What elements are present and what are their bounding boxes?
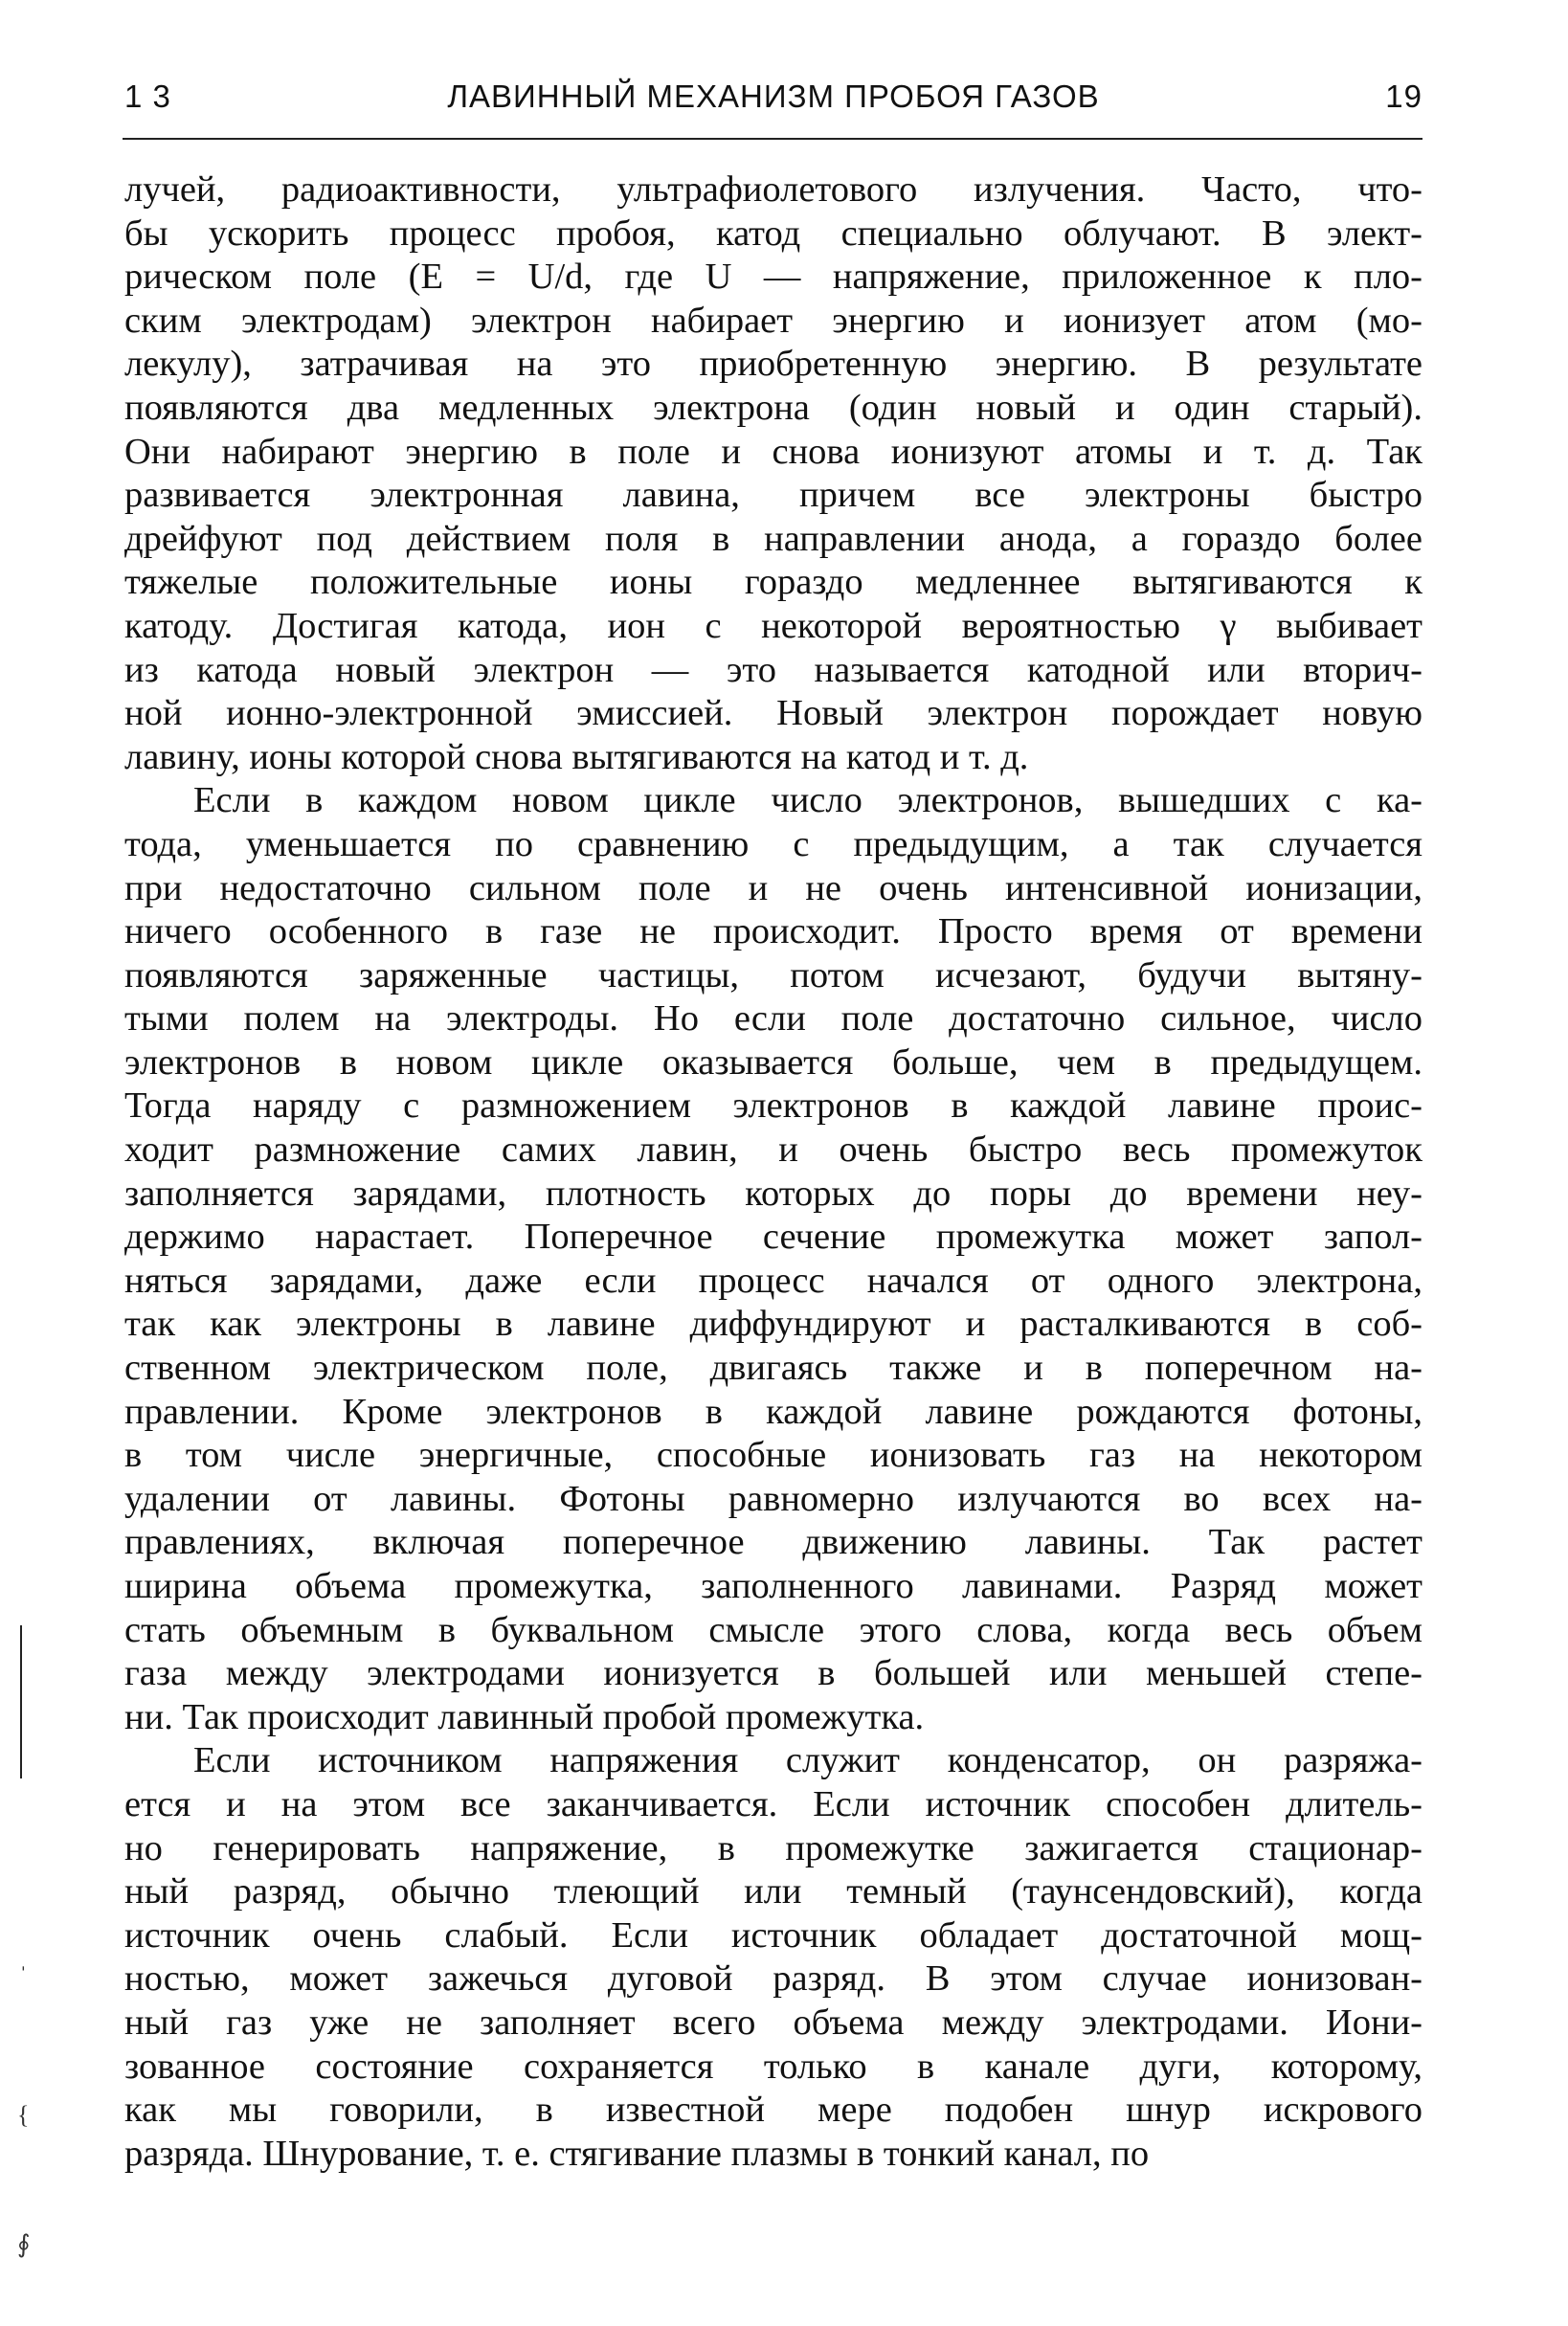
text-line: ственном электрическом поле, двигаясь также и в поперечном на- [124,1348,1422,1389]
text-line: появляются заряженные частицы, потом исчезают, будучи вытяну- [124,954,1422,995]
text-line: но генерировать напряжение, в промежутке зажигается стационар- [124,1827,1422,1868]
text-line: ной ионно-электронной эмиссией. Новый электрон порождает новую [124,693,1422,734]
text-line: тода, уменьшается по сравнению с предыдущим, а так случается [124,823,1422,864]
text-line: из катода новый электрон — это называется катодной или вторич- [124,649,1422,690]
section-number: 1 3 [124,78,171,114]
text-line: ный газ уже не заполняет всего объема между электродами. Иони- [124,2002,1422,2043]
text-line: держимо нарастает. Поперечное сечение промежутка может запол- [124,1217,1422,1258]
text-line: развивается электронная лавина, причем все электроны быстро [124,475,1422,516]
text-line: Тогда наряду с размножением электронов в каждой лавине проис- [124,1085,1422,1127]
text-line: правлениях, включая поперечное движению лавины. Так растет [124,1522,1422,1563]
margin-bar-mark [20,1625,22,1778]
text-line: ширина объема промежутка, заполненного лавинами. Разряд может [124,1566,1422,1606]
text-line: ходит размножение самих лавин, и очень быстро весь промежуток [124,1129,1422,1171]
text-line: удалении от лавины. Фотоны равномерно излучаются во всех на- [124,1478,1422,1519]
paragraph [124,168,1422,779]
text-line: тяжелые положительные ионы гораздо медленнее вытягиваются к [124,562,1422,603]
text-line: так как электроны в лавине диффундируют и расталкиваются в соб- [124,1304,1422,1345]
text-line: появляются два медленных электрона (один новый и один старый). [124,387,1422,428]
text-line: источник очень слабый. Если источник обладает достаточной мощ- [124,1914,1422,1956]
margin-bracket-mark: { [17,2101,30,2129]
text-line: лучей, радиоактивности, ультрафиолетового излучения. Часто, что- [124,169,1422,210]
text-line: при недостаточно сильном поле и не очень интенсивной ионизации, [124,867,1422,908]
text-line: ским электродам) электрон набирает энергию и ионизует атом (мо- [124,300,1422,341]
text-line: ничего особенного в газе не происходит. Просто время от времени [124,911,1422,952]
header-rule [123,138,1422,140]
text-line: ностью, может зажечься дуговой разряд. В этом случае ионизован- [124,1958,1422,2000]
running-head [124,78,1422,126]
paragraph [124,779,1422,1739]
paragraph [124,1739,1422,2176]
text-line: электронов в новом цикле оказывается больше, чем в предыдущем. [124,1041,1422,1083]
text-line: газа между электродами ионизуется в большей или меньшей степе- [124,1653,1422,1694]
text-line: разряда. Шнурование, т. е. стягивание плазмы в тонкий канал, по [124,2133,1150,2174]
text-line: Они набирают энергию в поле и снова ионизуют атомы и т. д. Так [124,431,1422,472]
text-line: дрейфуют под действием поля в направлении анода, а гораздо более [124,518,1422,559]
text-line: Если в каждом новом цикле число электронов, вышедших с ка- [193,780,1422,821]
text-line: лекулу), затрачивая на это приобретенную энергию. В результате [124,344,1422,385]
text-line: тыми полем на электроды. Но если поле достаточно сильное, число [124,998,1422,1040]
text-line: няться зарядами, даже если процесс начался от одного электрона, [124,1260,1422,1301]
text-line: правлении. Кроме электронов в каждой лавине рождаются фотоны, [124,1391,1422,1432]
text-line: в том числе энергичные, способные ионизовать газ на некотором [124,1435,1422,1476]
text-line: стать объемным в буквальном смысле этого слова, когда весь объем [124,1609,1422,1650]
text-line: ни. Так происходит лавинный пробой промежутка. [124,1696,925,1737]
running-title: ЛАВИННЫЙ МЕХАНИЗМ ПРОБОЯ ГАЗОВ [447,78,1100,114]
text-line: заполняется зарядами, плотность которых до поры до времени неу- [124,1173,1422,1214]
text-line: катоду. Достигая катода, ион с некоторой вероятностью γ выбивает [124,605,1422,646]
text-line: рическом поле (E = U/d, где U — напряжение, приложенное к пло- [124,257,1422,298]
text-line: ется и на этом все заканчивается. Если источник способен длитель- [124,1783,1422,1824]
text-line: бы ускорить процесс пробоя, катод специально облучают. В элект- [124,212,1422,254]
text-line: ный разряд, обычно тлеющий или темный (таунсендовский), когда [124,1871,1422,1912]
text-line: как мы говорили, в известной мере подобен шнур искрового [124,2090,1422,2131]
body-text [124,168,1422,2176]
text-line: Если источником напряжения служит конденсатор, он разряжа- [193,1740,1422,1781]
page-number: 19 [1385,78,1422,114]
margin-speck-mark: ˈ [19,1962,28,1990]
margin-scribble-mark: ∮ [17,2230,31,2258]
text-line: зованное состояние сохраняется только в канале дуги, которому, [124,2046,1422,2087]
text-line: лавину, ионы которой снова вытягиваются на катод и т. д. [124,736,1029,777]
